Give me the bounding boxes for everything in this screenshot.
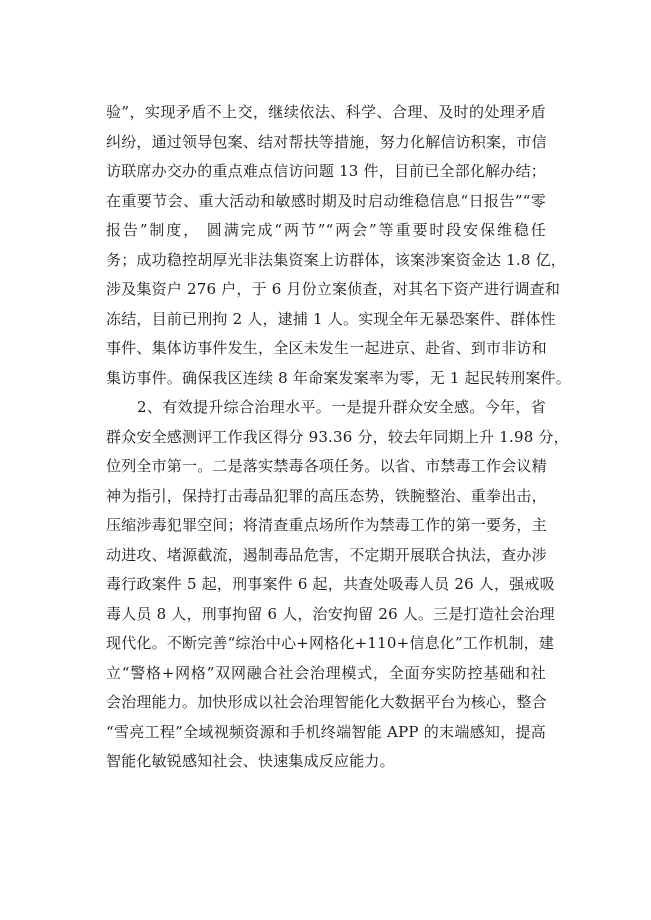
text-line: 务；成功稳控胡厚光非法集资案上访群体，该案涉案资金达 1.8 亿，: [106, 250, 566, 269]
text-line: 冻结，目前已刑拘 2 人，逮捕 1 人。实现全年无暴恐案件、群体性: [106, 309, 556, 328]
text-line: 位列全市第一。二是落实禁毒各项任务。以省、市禁毒工作会议精: [106, 457, 547, 475]
text-line: 报告”制度， 圆满完成“两节”“两会”等重要时段安保维稳任: [106, 221, 546, 239]
text-line-heading: 2、有效提升综合治理水平。一是提升群众安全感。今年，省: [137, 398, 546, 416]
text-line: 集访事件。确保我区连续 8 年命案发案率为零，无 1 起民转刑案件。: [106, 368, 571, 387]
text-line: 涉及集资户 276 户，于 6 月份立案侦查，对其名下资产进行调查和: [106, 280, 561, 298]
text-line: 立“警格+网格”双网融合社会治理模式，全面夯实防控基础和社: [106, 663, 546, 682]
text-line: 在重要节会、重大活动和敏感时期及时启动维稳信息“日报告”“零: [106, 191, 546, 210]
text-line: 毒行政案件 5 起，刑事案件 6 起，共查处吸毒人员 26 人，强戒吸: [106, 575, 555, 593]
paragraph-petition-stability: [106, 98, 571, 393]
text-line: 动进攻、堵源截流，遏制毒品危害，不定期开展联合执法，查办涉: [106, 545, 547, 564]
document-body: [106, 98, 571, 777]
text-line: 压缩涉毒犯罪空间；将清查重点场所作为禁毒工作的第一要务，主: [106, 516, 547, 534]
text-line: 毒人员 8 人，刑事拘留 6 人，治安拘留 26 人。三是打造社会治理: [106, 604, 555, 623]
text-line: 纠纷，通过领导包案、结对帮扶等措施，努力化解信访积案，市信: [106, 132, 547, 151]
text-line: 智能化敏锐感知社会、快速集成反应能力。: [106, 752, 395, 770]
text-line: 事件、集体访事件发生，全区未发生一起进京、赴省、到市非访和: [106, 339, 547, 357]
text-line: 会治理能力。加快形成以社会治理智能化大数据平台为核心，整合: [106, 693, 547, 711]
text-line: 验”，实现矛盾不上交，继续依法、科学、合理、及时的处理矛盾: [106, 103, 546, 121]
text-line: “雪亮工程”全域视频资源和手机终端智能 APP 的末端感知，提高: [106, 722, 546, 741]
text-line: 现代化。不断完善“综治中心+网格化+110+信息化”工作机制，建: [106, 634, 555, 652]
text-line: 群众安全感测评工作我区得分 93.36 分，较去年同期上升 1.98 分，: [106, 427, 569, 446]
text-line: 访联席办交办的重点难点信访问题 13 件，目前已全部化解办结；: [106, 162, 546, 180]
paragraph-comprehensive-governance: [106, 393, 569, 777]
text-line: 神为指引，保持打击毒品犯罪的高压态势，铁腕整治、重拳出击，: [106, 486, 547, 505]
